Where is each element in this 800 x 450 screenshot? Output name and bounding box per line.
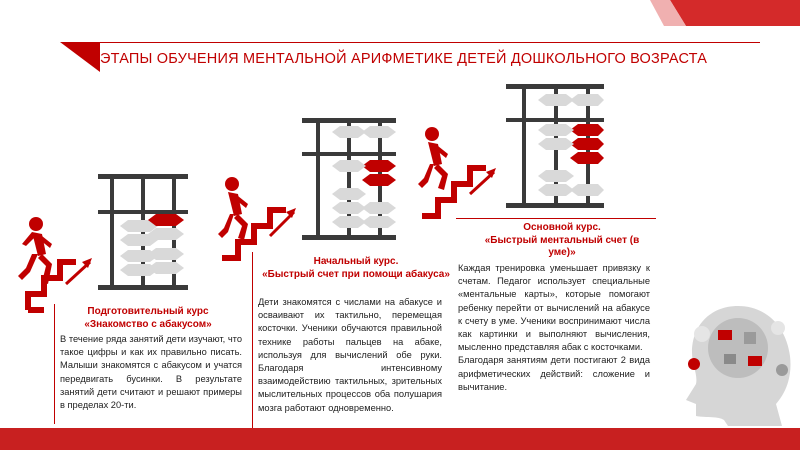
stage-3-header-line2: «Быстрый ментальный счет (в уме)»	[484, 234, 640, 258]
corner-decoration	[650, 0, 800, 26]
stairs-climber-icon-1	[8, 214, 98, 314]
stairs-climber-icon-3	[414, 124, 504, 220]
stage-3-header-line1: Основной курс.	[523, 222, 601, 233]
title-block	[60, 42, 760, 86]
brain-head-illustration-icon	[678, 300, 794, 426]
abacus-icon-2	[300, 116, 398, 242]
stairs-climber-icon-2	[212, 174, 302, 262]
abacus-icon-3	[504, 82, 606, 210]
stage-3-body-p1: Каждая тренировка уменьшает привязку к счетам. Педагог использует специальные «ментальные карты», которые помогают ребенку перейти от вычислений на абакусе к счету в уме. Ученики воспринимают числа как картинки и выполняют вычисления, мысленно представляя абак с косточками.	[458, 263, 650, 353]
stage-1-header-line2: «Знакомство с абакусом»	[84, 318, 212, 330]
stage-3-rule	[456, 218, 656, 219]
stage-2-header-line1: Начальный курс.	[313, 256, 399, 267]
stage-3-body-p2: Благодаря занятиям дети постигают 2 вида арифметических действий: сложение и вычитание.	[458, 355, 650, 392]
stage-3-header	[470, 222, 654, 260]
stage-2-header	[258, 256, 454, 281]
stage-2-header-line2: «Быстрый счет при помощи абакуса»	[262, 268, 450, 280]
title-rule	[100, 42, 760, 43]
page-title: ЭТАПЫ ОБУЧЕНИЯ МЕНТАЛЬНОЙ АРИФМЕТИКЕ ДЕТЕЙ ДОШКОЛЬНОГО ВОЗРАСТА	[100, 51, 708, 67]
stage-2-body: Дети знакомятся с числами на абакусе и осваивают их тактильно, перемещая косточки. Ученики обучаются правильной технике работы пальцев на абаке, используя для вычислений обе руки. Благодаря интенсивному взаимодействию тактильных, зрительных мыслительных процессов оба полушария мозга работают одновременно.	[258, 297, 442, 413]
stage-1-body: В течение ряда занятий дети изучают, что такое цифры и как их правильно писать. Малыши знакомятся с абакусом и учатся передвигать бусинки. В результате занятий дети считают и решают примеры в пределах 20-ти.	[60, 334, 242, 411]
stage-1-header	[60, 306, 236, 331]
stage-1-rule	[54, 304, 55, 424]
stage-2-rule	[252, 252, 253, 438]
abacus-icon-1	[96, 172, 190, 292]
stage-3-body	[458, 262, 650, 394]
stage-1-header-line1: Подготовительный курс	[87, 306, 209, 317]
footer-bar	[0, 428, 800, 450]
